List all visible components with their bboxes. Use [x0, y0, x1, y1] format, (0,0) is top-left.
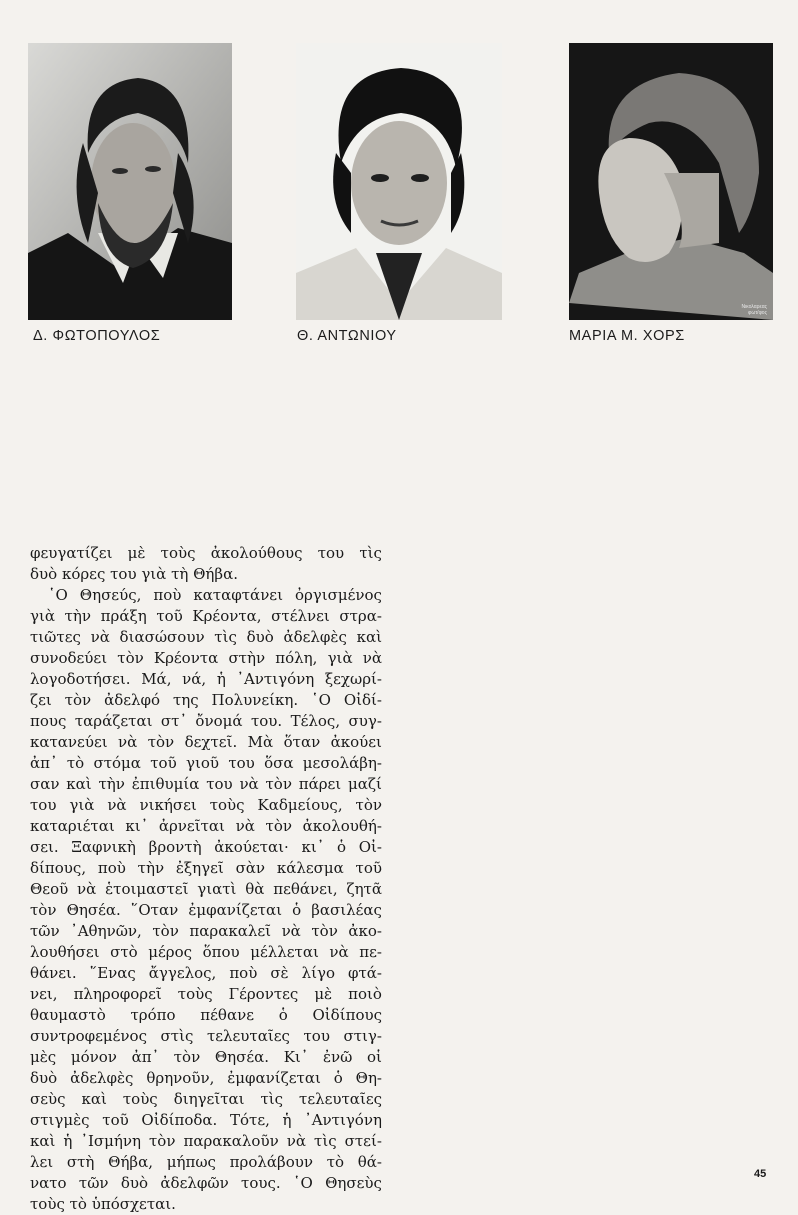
article-line: πους ταράζεται στ᾿ ὄνομά του. Τέλος, συγ- — [30, 712, 382, 730]
article-line: σει. Ξαφνικὴ βροντὴ ἀκούεται· κι᾿ ὁ Οἰ- — [30, 838, 382, 856]
article-line: φευγατίζει μὲ τοὺς ἀκολούθους του τὶς — [30, 544, 382, 562]
article-line: δυὸ ἀδελφὲς θρηνοῦν, ἐμφανίζεται ὁ Θη- — [30, 1069, 382, 1087]
article-line: ῾Ο Θησεύς, ποὺ καταφτάνει ὀργισμένος — [48, 586, 382, 604]
portrait-photo-hors — [569, 43, 773, 320]
article-line: τὸν Θησέα. ῞Οταν ἐμφανίζεται ὁ βασιλέας — [30, 901, 382, 919]
portrait-photo-antoniou — [296, 43, 502, 320]
portrait-photo-fotopoulos — [28, 43, 232, 320]
article-line: γιὰ τὴν πράξη τοῦ Κρέοντα, στέλνει στρα- — [30, 607, 382, 625]
article-line: καὶ ἡ ᾿Ισμήνη τὸν παρακαλοῦν νὰ τὶς στεί- — [30, 1132, 382, 1150]
article-line: στιγμὲς τοῦ Οἰδίποδα. Τότε, ἡ ᾿Αντιγόνη — [30, 1111, 382, 1129]
article-line: συντροφεμένος στὶς τελευταῖες του στιγ- — [30, 1027, 382, 1045]
photo-credit-name: Νικολαρεας — [741, 304, 767, 310]
article-line: συνοδεύει τὸν Κρέοντα στὴν πόλη, γιὰ νὰ — [30, 649, 382, 667]
portrait-photo-icon — [296, 43, 502, 320]
photo-caption: ΜΑΡΙΑ Μ. ΧΟΡΣ — [569, 328, 685, 344]
photo-caption: Δ. ΦΩΤΟΠΟΥΛΟΣ — [33, 328, 161, 344]
article-line: λογοδοτήσει. Μά, νά, ἡ ᾿Αντιγόνη ξεχωρί- — [30, 670, 382, 688]
article-line: νατο τῶν δυὸ ἀδελφῶν τους. ῾Ο Θησεὺς — [30, 1174, 382, 1192]
photo-caption: Θ. ΑΝΤΩΝΙΟΥ — [297, 328, 397, 344]
article-line: λουθήσει στὸ μέρος ὅπου μέλλεται νὰ πε- — [30, 943, 382, 961]
article-line: λει στὴ Θήβα, μήπως προλάβουν τὸ θά- — [30, 1153, 382, 1171]
photo-credit — [741, 304, 767, 316]
article-text — [30, 543, 382, 1215]
article-line: σαν καὶ τὴν ἐπιθυμία του νὰ τὸν πάρει μαζί — [30, 775, 382, 793]
article-line: σεὺς καὶ τοὺς διηγεῖται τὶς τελευταῖες — [30, 1090, 382, 1108]
article-line: νει, πληροφορεῖ τοὺς Γέροντες μὲ ποιὸ — [30, 985, 382, 1003]
article-line: μὲς μόνον ἀπ᾿ τὸν Θησέα. Κι᾿ ἐνῶ οἱ — [30, 1048, 382, 1066]
article-line: δίπους, ποὺ τὴν ἐξηγεῖ σὰν κάλεσμα τοῦ — [30, 859, 382, 877]
article-line: ἀπ᾿ τὸ στόμα τοῦ γιοῦ του ὅσα μεσολάβη- — [30, 754, 382, 772]
article-line: δυὸ κόρες του γιὰ τὴ Θήβα. — [30, 565, 238, 583]
article-line: ζει τὸν ἀδελφό της Πολυνείκη. ῾Ο Οἰδί- — [30, 691, 382, 709]
article-line: τῶν ᾿Αθηνῶν, τὸν παρακαλεῖ νὰ τὸν ἀκο- — [30, 922, 382, 940]
photo-credit-role: φωτ/φος — [748, 310, 767, 316]
article-line: τοὺς τὸ ὑπόσχεται. — [30, 1195, 176, 1213]
article-line: τιῶτες νὰ διασώσουν τὶς δυὸ ἀδελφὲς καὶ — [30, 628, 382, 646]
article-line: του γιὰ νὰ νικήσει τοὺς Καδμείους, τὸν — [30, 796, 382, 814]
article-line: καταριέται κι᾿ ἀρνεῖται νὰ τὸν ἀκολουθή- — [30, 817, 382, 835]
article-line: Θεοῦ νὰ ἑτοιμαστεῖ γιατὶ θὰ πεθάνει, ζητᾶ — [30, 880, 382, 898]
article-line: κατανεύει νὰ τὸν δεχτεῖ. Μὰ ὅταν ἀκούει — [30, 733, 382, 751]
page-number: 45 — [754, 1168, 767, 1180]
portrait-photo-icon — [569, 43, 773, 320]
article-line: θαυμαστὸ τρόπο πέθανε ὁ Οἰδίπους — [30, 1006, 382, 1024]
article-line: θάνει. ῞Ενας ἄγγελος, ποὺ σὲ λίγο φτά- — [30, 964, 382, 982]
portrait-photo-icon — [28, 43, 232, 320]
